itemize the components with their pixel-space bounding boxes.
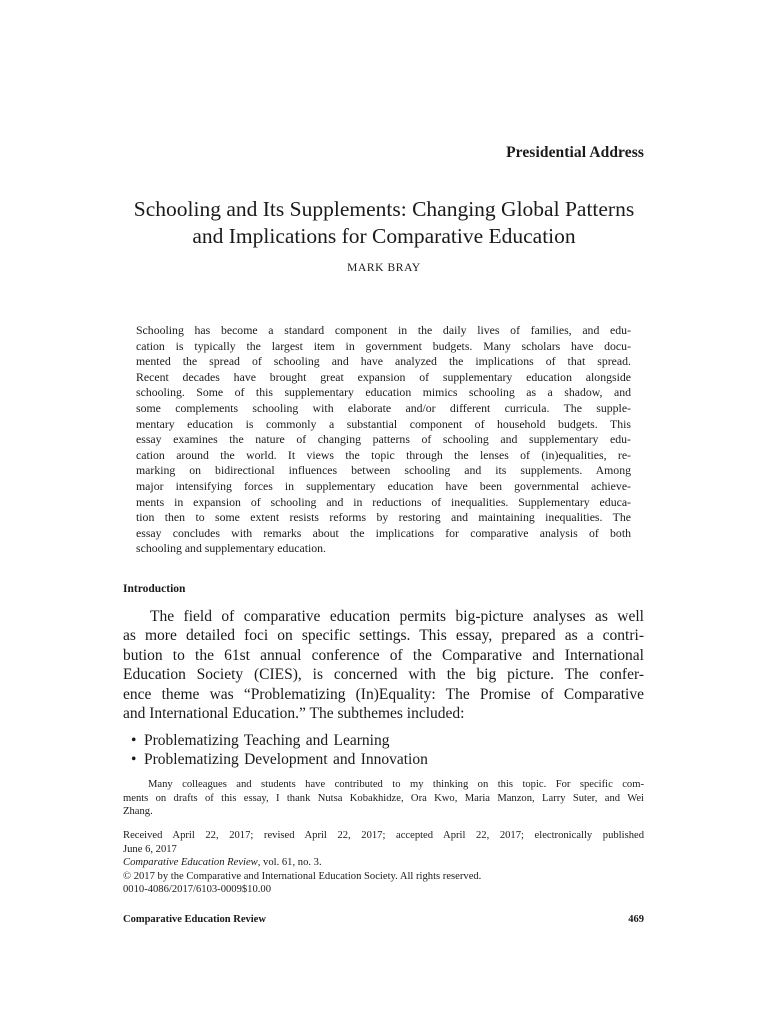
author-name: MARK BRAY <box>347 262 421 274</box>
abstract-line: cation around the world. It views the topic through the lenses of (in)equalities, re- <box>136 447 631 462</box>
publication-info <box>123 829 644 897</box>
abstract <box>136 323 631 557</box>
list-item-text: Problematizing Development and Innovation <box>144 751 428 769</box>
paragraph-line: ence theme was “Problematizing (In)Equality: The Promise of Comparative <box>123 685 644 703</box>
list-item <box>131 731 428 750</box>
paragraph-line: as more detailed foci on specific settings. This essay, prepared as a contri- <box>123 627 644 645</box>
abstract-line: mented the spread of schooling and have analyzed the implications of that spread. <box>136 354 631 369</box>
abstract-line: major intensifying forces in supplementary education have been governmental achieve- <box>136 478 631 493</box>
abstract-line: essay examines the nature of changing patterns of schooling and supplementary edu- <box>136 432 631 447</box>
abstract-line: Schooling has become a standard component in the daily lives of families, and edu- <box>136 323 631 337</box>
abstract-line: some complements schooling with elaborate and/or different curricula. The supple- <box>136 400 631 415</box>
list-item <box>131 750 428 769</box>
page-number: 469 <box>628 914 644 925</box>
abstract-line: tion then to some extent resists reforms by restoring and maintaining inequalities. The <box>136 510 631 525</box>
paragraph-line: The field of comparative education permits big-picture analyses as well <box>150 608 644 625</box>
subthemes-list <box>131 731 428 770</box>
article-title <box>100 196 668 250</box>
paragraph-line: and International Education.” The subthemes included: <box>123 705 465 723</box>
title-line: Schooling and Its Supplements: Changing Global Patterns <box>133 197 635 221</box>
list-item-text: Problematizing Teaching and Learning <box>144 732 390 749</box>
footnote-line: Many colleagues and students have contributed to my thinking on this topic. For specific com- <box>148 779 644 790</box>
paragraph-line: Education Society (CIES), is concerned with the big picture. The confer- <box>123 666 644 684</box>
journal-citation <box>123 856 644 870</box>
bullet-icon: • <box>131 732 137 749</box>
acknowledgment-footnote <box>123 778 644 819</box>
abstract-line: ments in expansion of schooling and in reductions of inequalities. Supplementary educa- <box>136 494 631 509</box>
section-label: Presidential Address <box>506 144 644 161</box>
issn-code: 0010-4086/2017/6103-0009$10.00 <box>123 884 272 895</box>
introduction-heading: Introduction <box>123 583 186 595</box>
footer-journal: Comparative Education Review <box>123 914 266 925</box>
received-dates: Received April 22, 2017; revised April 22, 2017; accepted April 22, 2017; electronically published <box>123 830 644 841</box>
bullet-icon: • <box>131 751 137 769</box>
abstract-line: essay concludes with remarks about the implications for comparative analysis of both <box>136 525 631 540</box>
title-line: and Implications for Comparative Education <box>192 224 576 248</box>
paragraph-line: bution to the 61st annual conference of the Comparative and International <box>123 646 644 664</box>
journal-name: Comparative Education Review <box>123 857 258 868</box>
copyright-notice: © 2017 by the Comparative and International Education Society. All rights reserved. <box>123 870 482 882</box>
footnote-line: ments on drafts of this essay, I thank Nutsa Kobakhidze, Ora Kwo, Maria Manzon, Larry Suter, and Wei <box>123 792 644 804</box>
abstract-line: Recent decades have brought great expansion of supplementary education alongside <box>136 369 631 384</box>
introduction-paragraph <box>123 607 644 723</box>
abstract-line: cation is typically the largest item in government budgets. Many scholars have docu- <box>136 338 631 353</box>
abstract-line: marking on bidirectional influences between schooling and its supplements. Among <box>136 463 631 478</box>
journal-issue: , vol. 61, no. 3. <box>257 857 322 868</box>
footnote-line: Zhang. <box>123 806 153 817</box>
abstract-line: schooling. Some of this supplementary education mimics schooling as a shadow, and <box>136 385 631 400</box>
abstract-line: schooling and supplementary education. <box>136 541 327 556</box>
received-dates-cont: June 6, 2017 <box>123 843 177 855</box>
abstract-line: mentary education is commonly a substantial component of household budgets. This <box>136 416 631 431</box>
